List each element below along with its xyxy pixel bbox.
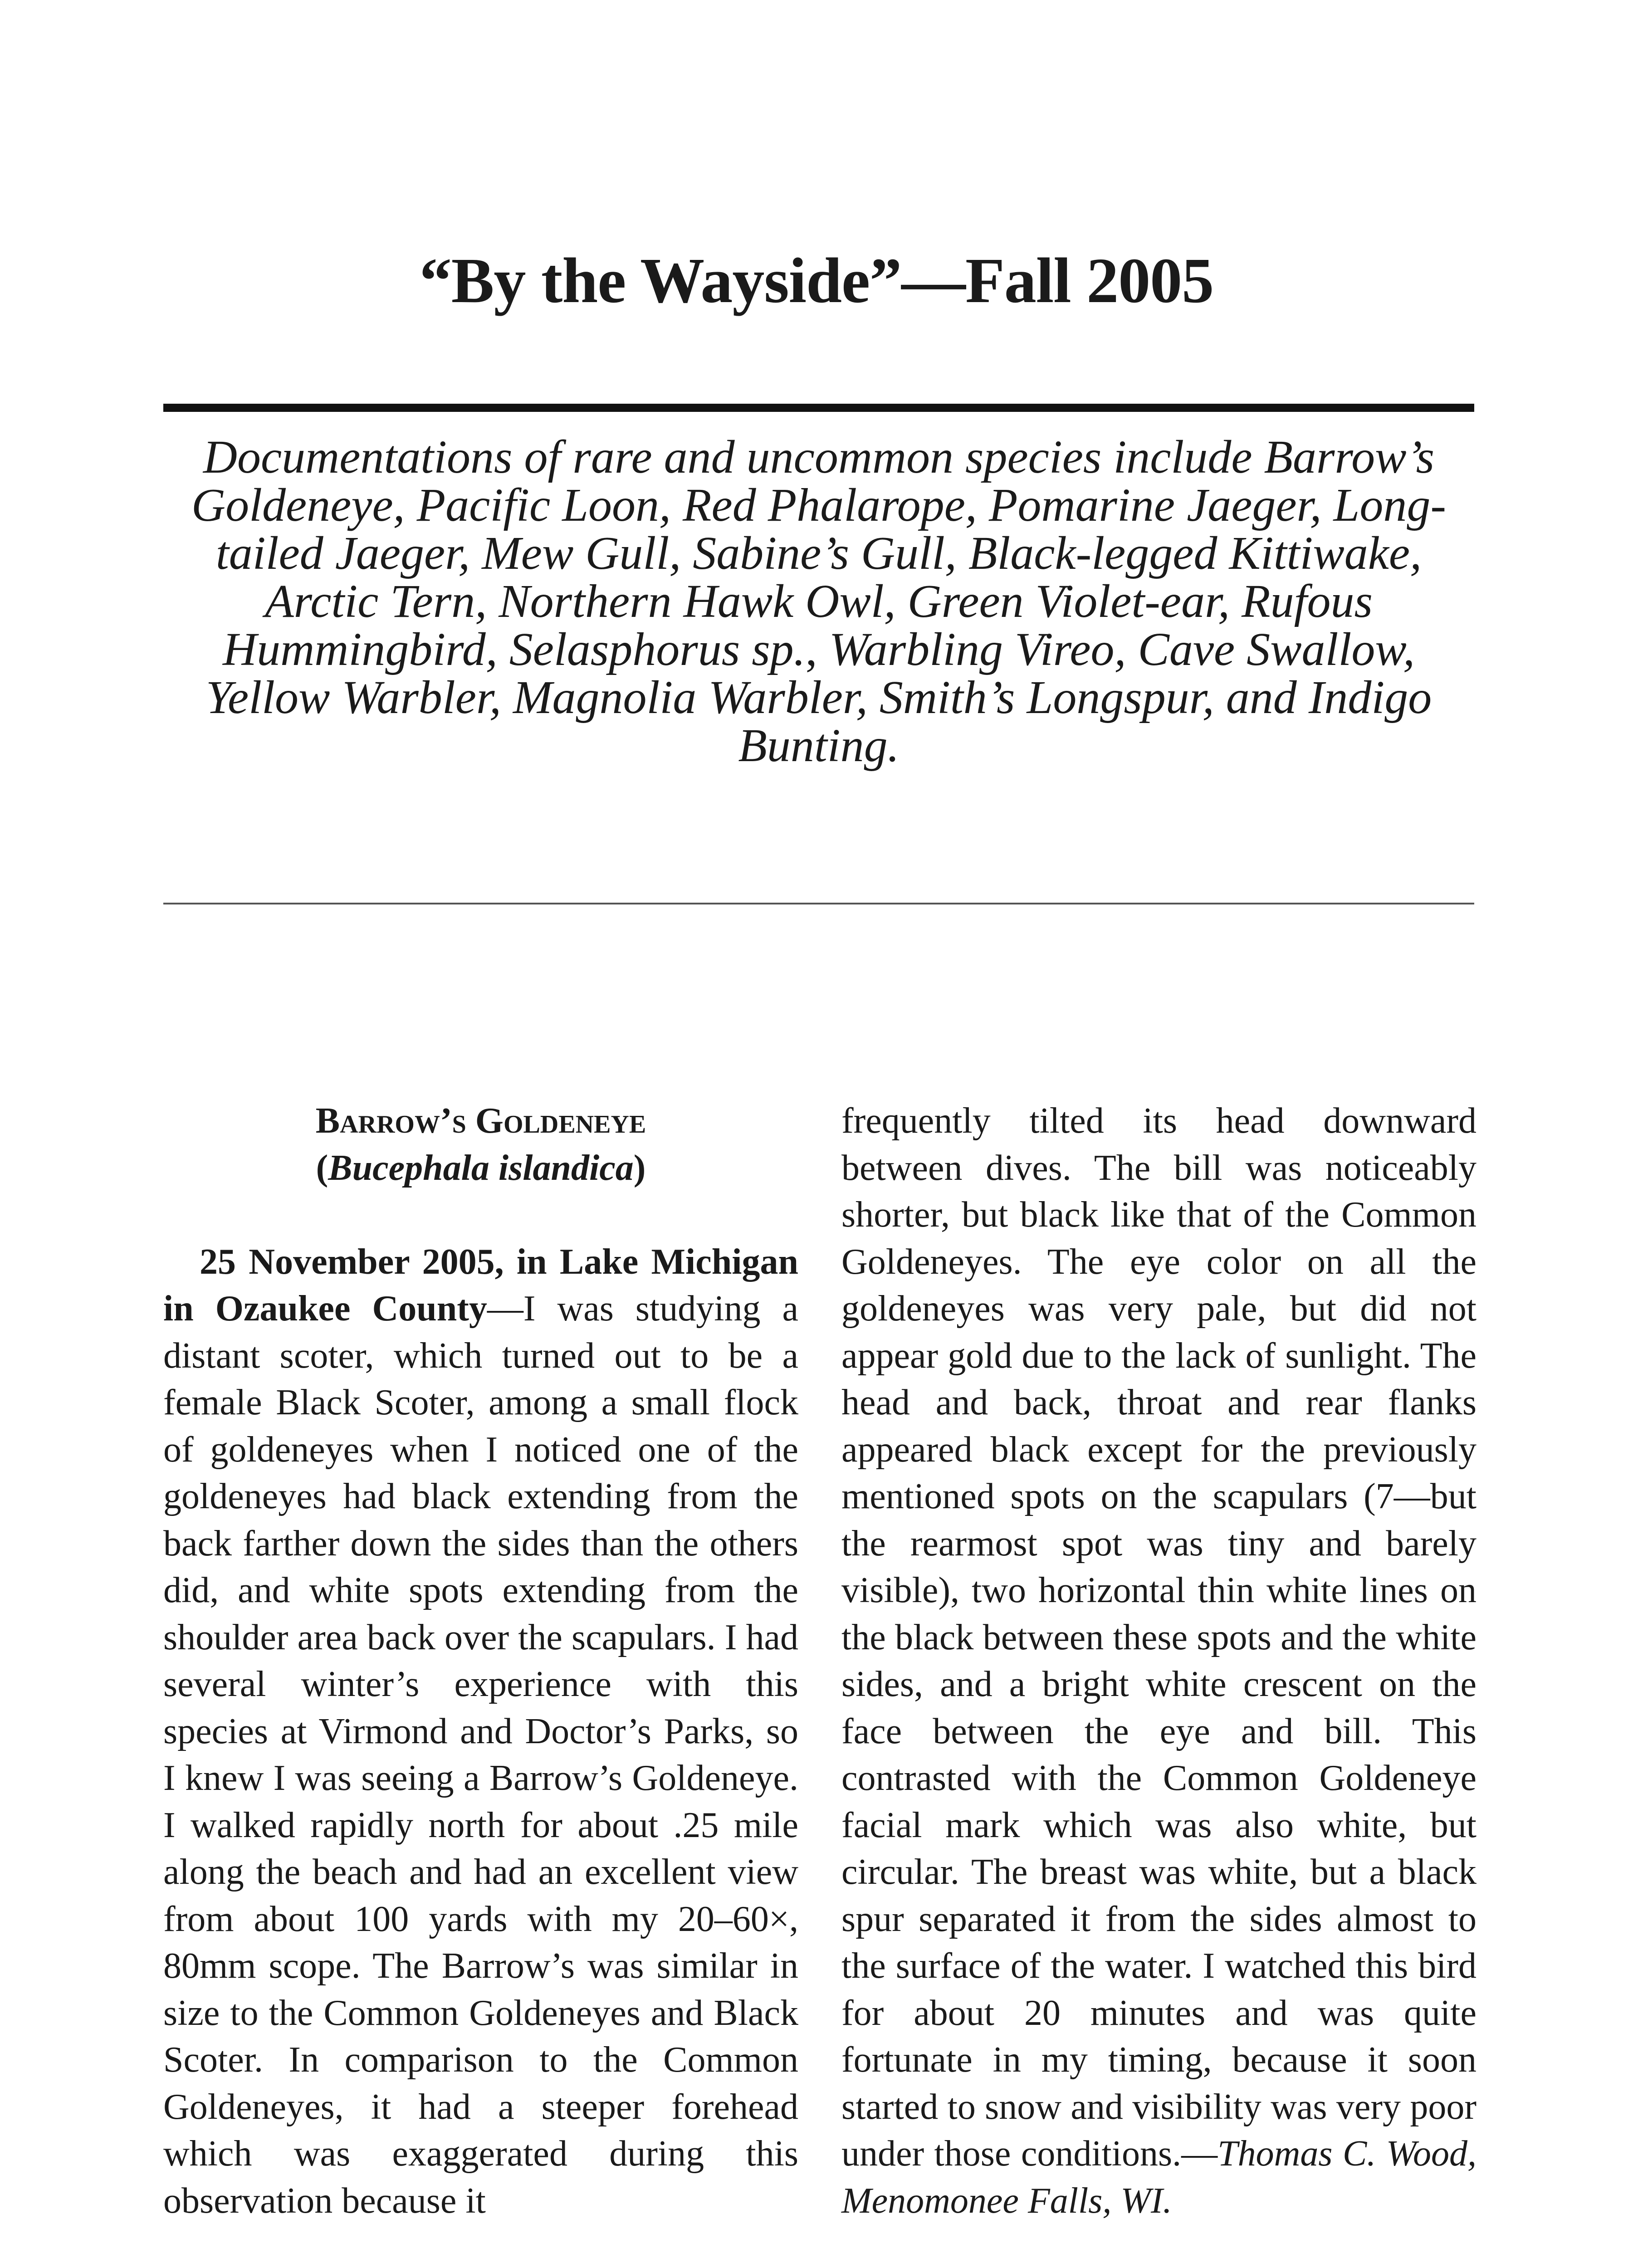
observer-signature: Thomas C. Wood, Menomonee Falls, WI. [841,2134,1477,2221]
abstract-divider-thin [163,903,1474,904]
abstract-text-end: Warbling Vireo, Cave Swallow, Yellow Warbler, Magnolia Warbler, Smith’s Longspur, and Indigo Bunting. [205,623,1432,772]
report-lead: 25 November 2005, in Lake Michigan in Ozaukee County [163,1242,798,1329]
abstract-text: Documentations of rare and uncommon species include Barrow’s Goldeneye, Pacific Loon, Red Phalarope, Pomarine Jaeger, Long-tailed Jaeger, Mew Gull, Sabine’s Gull, Black-legged Kittiwake, Arctic Tern, Northern Hawk Owl, Green Violet-ear, Rufous Hummingbird, Selasphorus sp. [191,431,1446,675]
report-body-right: frequently tilted its head downward between dives. The bill was noticeably shorter, but black like that of the Common Goldeneyes. The eye color on all the goldeneyes was very pale, but did not appear gold due to the lack of sunlight. The head and back, throat and rear flanks appeared black except for the previously mentioned spots on the scapulars (7—but the rearmost spot was tiny and barely visible), two horizontal thin white lines on the black between these spots and the white sides, and a bright white crescent on the face between the eye and bill. This contrasted with the Common Goldeneye facial mark which was also white, but circular. The breast was white, but a black spur separated it from the sides almost to the surface of the water. I watched this bird for about 20 minutes and was quite fortunate in my timing, because it soon started to snow and visibility was very poor under those conditions.— [841,1101,1477,2174]
report-paragraph [163,1239,798,2225]
species-latin-name [163,1145,798,1192]
species-heading: Barrow’s Goldeneye [315,1101,646,1141]
abstract-separator: , [805,623,817,675]
report-body-left: —I was studying a distant scoter, which turned out to be a female Black Scoter, among a small flock of goldeneyes when I noticed one of the goldeneyes had black extending from the back farther down the sides than the others did, and white spots extending from the shoulder area back over the scapulars. I had several winter’s experience with this species at Virmond and Doctor’s Parks, so I knew I was seeing a Barrow’s Goldeneye. I walked rapidly north for about .25 mile along the beach and had an excellent view from about 100 yards with my 20–60×, 80mm scope. The Barrow’s was similar in size to the Common Goldeneyes and Black Scoter. In comparison to the Common Goldeneyes, it had a steeper forehead which was exaggerated during this observation because it [163,1289,798,2221]
latin-close-paren: ) [633,1148,646,1188]
title-divider-thick [163,404,1474,412]
article-column-right [841,1098,1477,2224]
report-continuation [841,1098,1477,2224]
abstract [177,433,1461,770]
article-column-left [163,1098,798,2224]
page-title: “By the Wayside”—Fall 2005 [419,244,1214,316]
latin-name-text: Bucephala islandica [328,1148,634,1188]
latin-open-paren: ( [316,1148,328,1188]
